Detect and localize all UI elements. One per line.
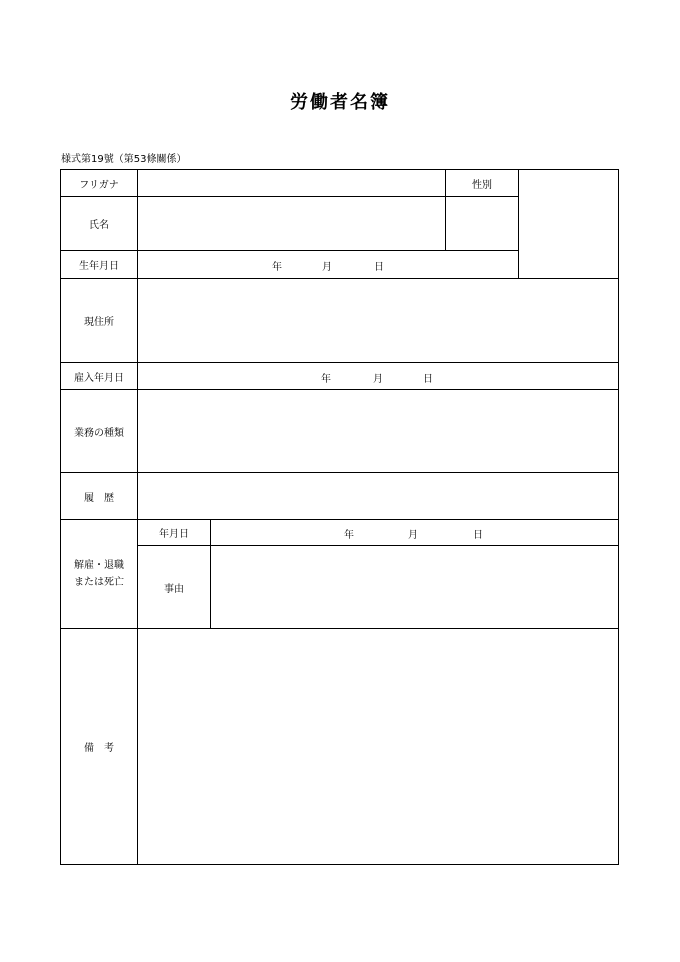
- photo-area: [519, 170, 618, 278]
- form-id-label: 様式第19號（第53條關係）: [61, 154, 187, 165]
- border-right: [618, 169, 619, 865]
- separation-label-line2: または死亡: [74, 577, 124, 588]
- border-bottom: [60, 864, 619, 865]
- furigana-field[interactable]: [138, 170, 445, 196]
- furigana-label: フリガナ: [79, 179, 119, 191]
- job-type-label: 業務の種類: [74, 427, 124, 439]
- hire-year-unit: 年: [321, 374, 331, 385]
- separation-date-label: 年月日: [159, 529, 189, 540]
- name-field[interactable]: [138, 197, 445, 250]
- birth-day-unit: 日: [374, 262, 384, 273]
- address-label: 現住所: [84, 317, 114, 328]
- hire-month-unit: 月: [373, 374, 383, 385]
- separation-label-line1: 解雇・退職: [74, 560, 124, 571]
- hire-date-label: 雇入年月日: [74, 372, 124, 384]
- job-type-field[interactable]: [138, 390, 618, 472]
- birthdate-field[interactable]: [138, 251, 518, 278]
- gender-field[interactable]: [446, 197, 518, 250]
- separation-date-field[interactable]: [211, 520, 618, 545]
- history-field[interactable]: [138, 473, 618, 519]
- birthdate-label: 生年月日: [79, 261, 119, 272]
- remarks-field[interactable]: [138, 629, 618, 864]
- reason-label: 事由: [164, 583, 184, 595]
- page-title: 労働者名簿: [290, 92, 390, 113]
- name-label: 氏名: [89, 220, 109, 231]
- sep-year-unit: 年: [344, 530, 354, 541]
- address-field[interactable]: [138, 279, 618, 362]
- hire-date-field[interactable]: [138, 363, 618, 389]
- birth-month-unit: 月: [322, 262, 332, 273]
- sep-month-unit: 月: [408, 530, 418, 541]
- history-label: 履 歴: [84, 492, 114, 504]
- remarks-label: 備 考: [84, 743, 114, 754]
- gender-label: 性別: [472, 179, 492, 191]
- separation-label: [61, 520, 137, 628]
- worker-register-form: [60, 169, 619, 865]
- sep-day-unit: 日: [473, 530, 483, 541]
- reason-field[interactable]: [211, 546, 618, 628]
- hire-day-unit: 日: [423, 374, 433, 385]
- birth-year-unit: 年: [272, 262, 282, 273]
